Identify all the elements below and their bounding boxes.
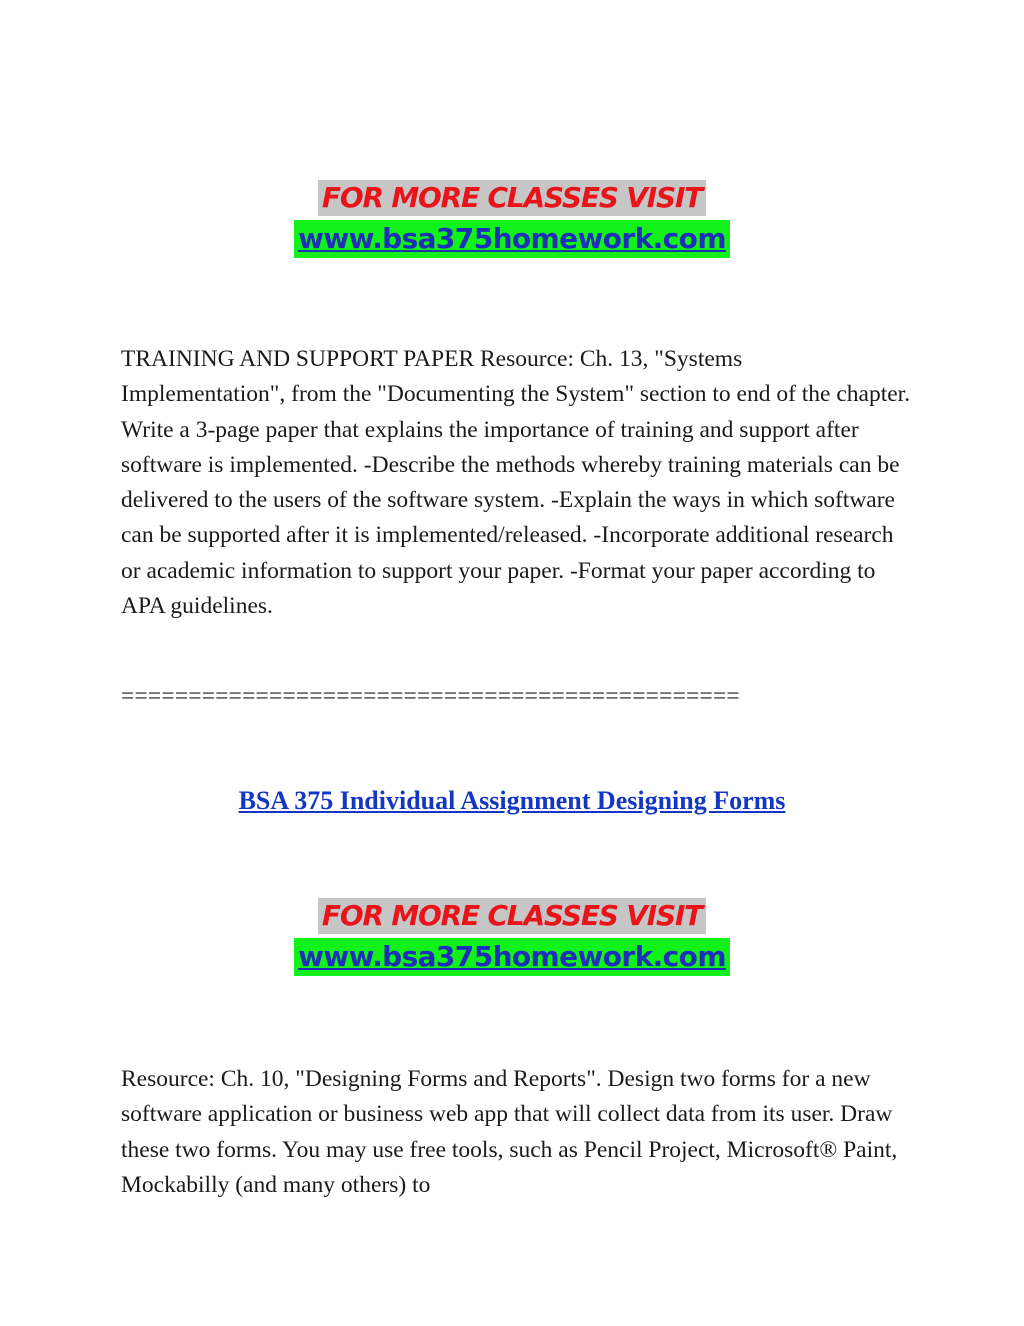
promo-heading: FOR MORE CLASSES VISIT (318, 898, 706, 934)
separator-line: ============================================== (121, 683, 740, 709)
section-body-text: Resource: Ch. 10, "Designing Forms and Reports". Design two forms for a new software application or business web app that will collect data from its user. Draw these two forms. You may use free tools, such as Pencil Project, Microsoft® Paint, Mockabilly (and many others) to (121, 1066, 898, 1198)
promo-website-link[interactable]: www.bsa375homework.com (294, 220, 730, 258)
section-body-text: TRAINING AND SUPPORT PAPER Resource: Ch. 13, "Systems Implementation", from the "Documenting the System" section to end of the chapter. Write a 3-page paper that explains the importance of training and support after software is implemented. -Describe the methods whereby training materials can be delivered to the users of the software system. -Explain the ways in which software can be supported after it is implemented/released. -Incorporate additional research or academic information to support your paper. -Format your paper according to APA guidelines. (121, 346, 911, 620)
promo-block (0, 180, 1024, 258)
promo-heading: FOR MORE CLASSES VISIT (318, 180, 706, 216)
promo-block (0, 898, 1024, 976)
promo-website-link[interactable]: www.bsa375homework.com (294, 938, 730, 976)
assignment-title-link[interactable]: BSA 375 Individual Assignment Designing Forms (238, 786, 786, 815)
